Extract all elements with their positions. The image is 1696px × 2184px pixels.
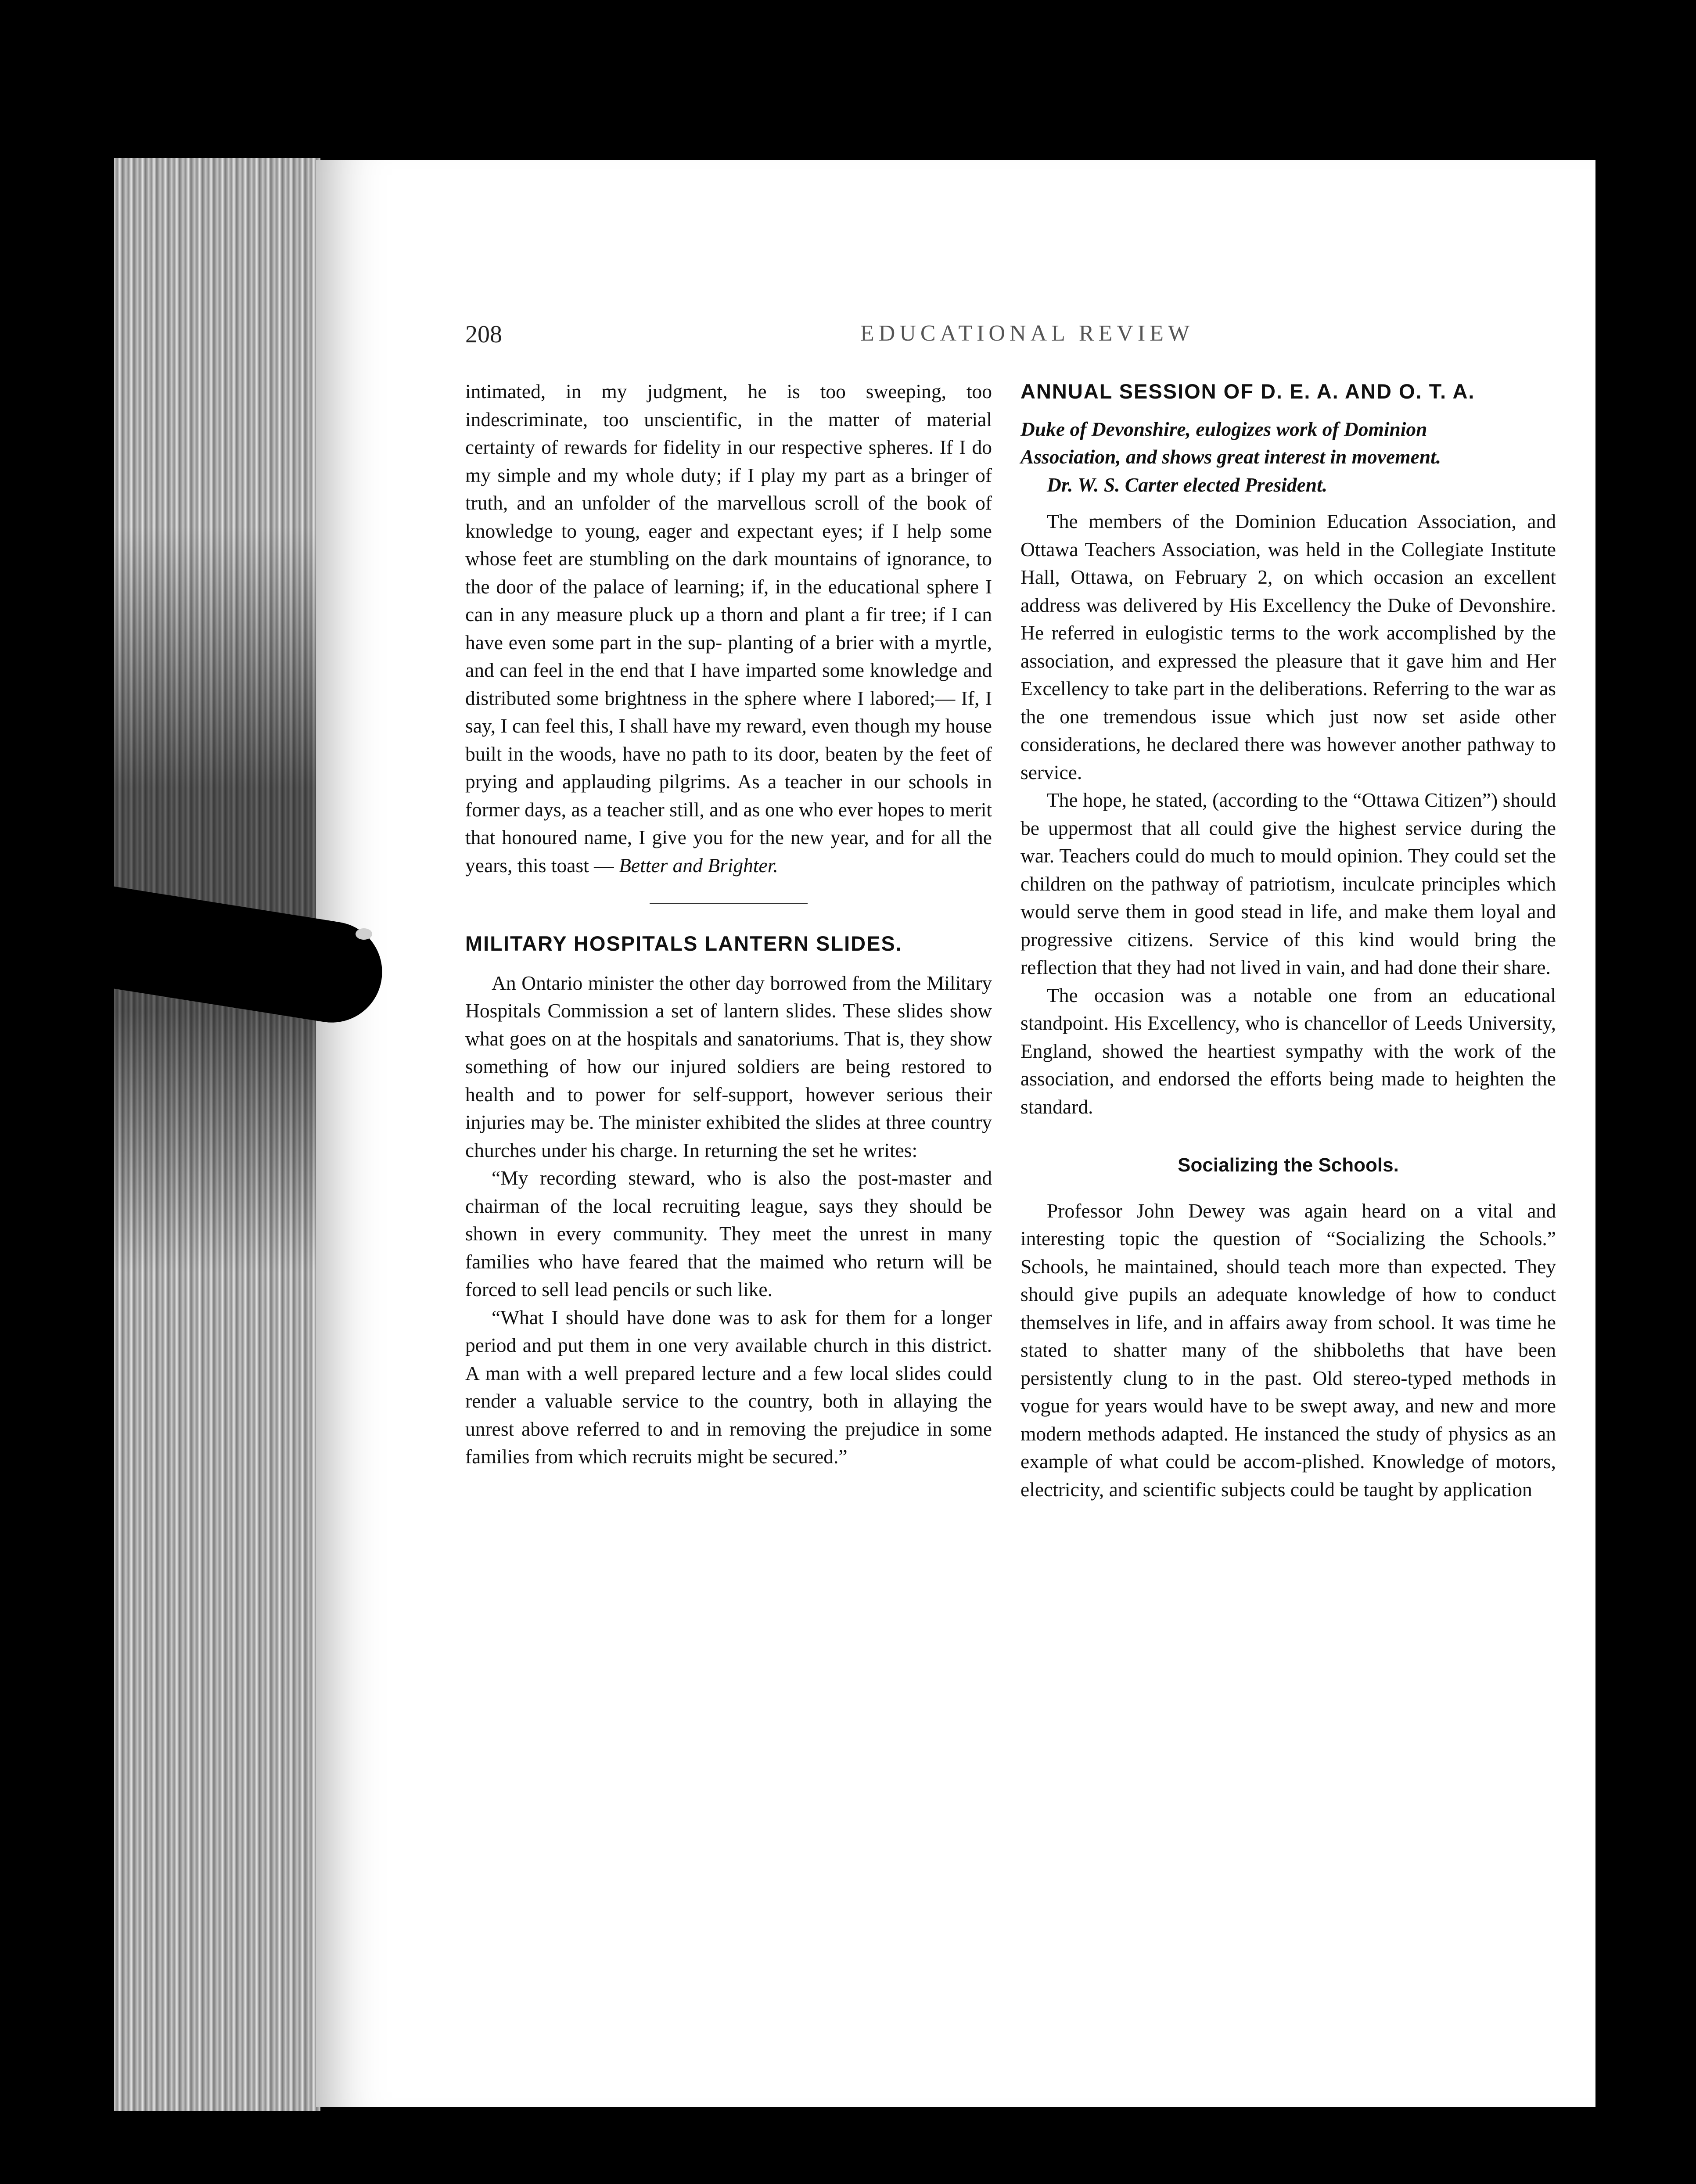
text-line: the end that I have imparted some knowledge and	[589, 659, 992, 681]
spacer	[1020, 499, 1556, 507]
spacer	[1020, 406, 1556, 415]
spacer	[1020, 1179, 1556, 1197]
section-divider	[650, 903, 808, 904]
text-line: planting of a brier with a myrtle, and can feel in	[465, 631, 992, 681]
text-line: prying and applauding pilgrims. As a teacher in	[465, 770, 866, 793]
article-paragraph: The hope, he stated, (according to the “Ottawa Citizen”) should be uppermost that all could give the highest service during the war. Teachers could do much to mould opinion. They could set the children on the pathway of patriotism, inculcate principles which would serve them in good stead in life, and make them loyal and progressive citizens. Service of this kind would bring the reflection that they had not lived in vain, and had done their share.	[1020, 789, 1556, 978]
article-paragraph: The members of the Dominion Education Association, and Ottawa Teachers Association, was held in the Collegiate Institute Hall, Ottawa, on February 2, on which occasion an excellent address was delivered by His Excellency the Duke of Devonshire. He referred in eulogistic terms to the work accomplished by the association, and expressed the pleasure that it gave him and Her Excellency to take part in the deliberations. Referring to the war as the one tremendous issue which just now set aside other considerations, he declared there was however another pathway to service.	[1020, 510, 1556, 783]
text-line: I can in any measure pluck up a thorn and plant a	[465, 575, 992, 625]
sub-headline-line: Association, and shows great interest in movement.	[1020, 445, 1441, 468]
text-line: material certainty of rewards for fidelity in our	[465, 408, 992, 458]
sub-headline-line: Dr. W. S. Carter elected President.	[1047, 473, 1328, 496]
article-paragraph: “What I should have done was to ask for them for a longer period and put them in one very available church in this district. A man with a well prepared lecture and a few local slides could render a valuable service to the country, both in allaying the unrest above referred to and in removing the prejudice in some families from which recruits might be secured.”	[465, 1306, 992, 1468]
running-head: EDUCATIONAL REVIEW	[860, 321, 1194, 346]
article-paragraph: “My recording steward, who is also the post-master and chairman of the local recruiting league, says they should be shown in every community. They meet the unrest in many families who have feared that the maimed who return will be forced to sell lead pencils or such like.	[465, 1167, 992, 1300]
text-line: indescriminate, too unscientific, in the matter of	[465, 408, 911, 431]
text-line: distributed some brightness in the sphere where I	[465, 686, 864, 709]
right-column	[1020, 377, 1556, 1503]
text-line: I give you for the new year, and for all the years,	[465, 826, 992, 876]
text-line: have no path to its door, beaten by the feet of	[622, 742, 992, 765]
text-line: fir tree; if I can have even some part in the sup-	[465, 603, 992, 654]
text-line: whole duty; if I play my part as a bringer of truth,	[465, 463, 992, 514]
sub-headline	[1020, 415, 1556, 499]
article-title: ANNUAL SESSION OF D. E. A. AND O. T. A.	[1020, 380, 1475, 403]
text-line: the dark mountains of ignorance, to the door of	[465, 547, 992, 598]
sub-headline-line: Duke of Devonshire, eulogizes work of Dominion	[1020, 417, 1427, 440]
page-number: 208	[465, 321, 502, 348]
toast-emphasis: Better and Brighter.	[619, 854, 778, 876]
article-title: MILITARY HOSPITALS LANTERN SLIDES.	[465, 932, 902, 955]
spacer	[465, 958, 992, 969]
text-line: reward, even though my house built in the woods,	[465, 715, 992, 765]
spacer	[1020, 1121, 1556, 1151]
text-line: intimated, in my judgment, he is too sweeping, too	[465, 380, 992, 402]
continued-paragraph	[465, 377, 992, 879]
text-line: and an unfolder of the marvellous scroll of the	[517, 492, 918, 514]
text-line: respective spheres. If I do my simple and my	[465, 436, 992, 486]
text-line: our schools in former days, as a teacher still, and as	[465, 770, 992, 821]
text-line: one who ever hopes to merit that honoured name,	[465, 798, 992, 848]
text-line: book of knowledge to young, eager and expectant	[465, 492, 992, 542]
toast-line-start: this toast —	[517, 854, 614, 876]
left-column	[465, 377, 992, 1471]
article-paragraph: The occasion was a notable one from an educational standpoint. His Excellency, who is chancellor of Leeds University, England, showed the heartiest sympathy with the work of the association, and endorsed the efforts being made to heighten the standard.	[1020, 984, 1556, 1118]
article-paragraph: Professor John Dewey was again heard on a vital and interesting topic the question of “Socializing the Schools.” Schools, he maintained, should teach more than expected. They should give pupils an adequate knowledge of how to conduct themselves in life, and in affairs away from school. It was time he stated to shatter many of the shibboleths that have been persistently clung to in the past. Old stereo-typed methods in vogue for years would have to be swept away, and new and more modern methods adapted. He instanced the study of physics as an example of what could be accom-plished. Knowledge of motors, electricity, and scientific subjects could be taught by application	[1020, 1199, 1556, 1501]
text-line: labored;— If, I say, I can feel this, I shall have my	[465, 686, 992, 737]
article-paragraph: An Ontario minister the other day borrowed from the Military Hospitals Commission a set of lantern slides. These slides show what goes on at the hospitals and sanatoriums. That is, they show something of how our injured soldiers are being restored to health and to power for self-support, however serious their injuries may be. The minister exhibited the slides at three country churches under his charge. In returning the set he writes:	[465, 971, 992, 1161]
pointer-gleam	[356, 928, 372, 940]
subsection-title: Socializing the Schools.	[1178, 1154, 1399, 1176]
text-line: eyes; if I help some whose feet are stumbling on	[465, 519, 992, 570]
text-line: the palace of learning; if, in the educational sphere	[562, 575, 979, 598]
page-header	[465, 320, 1589, 356]
